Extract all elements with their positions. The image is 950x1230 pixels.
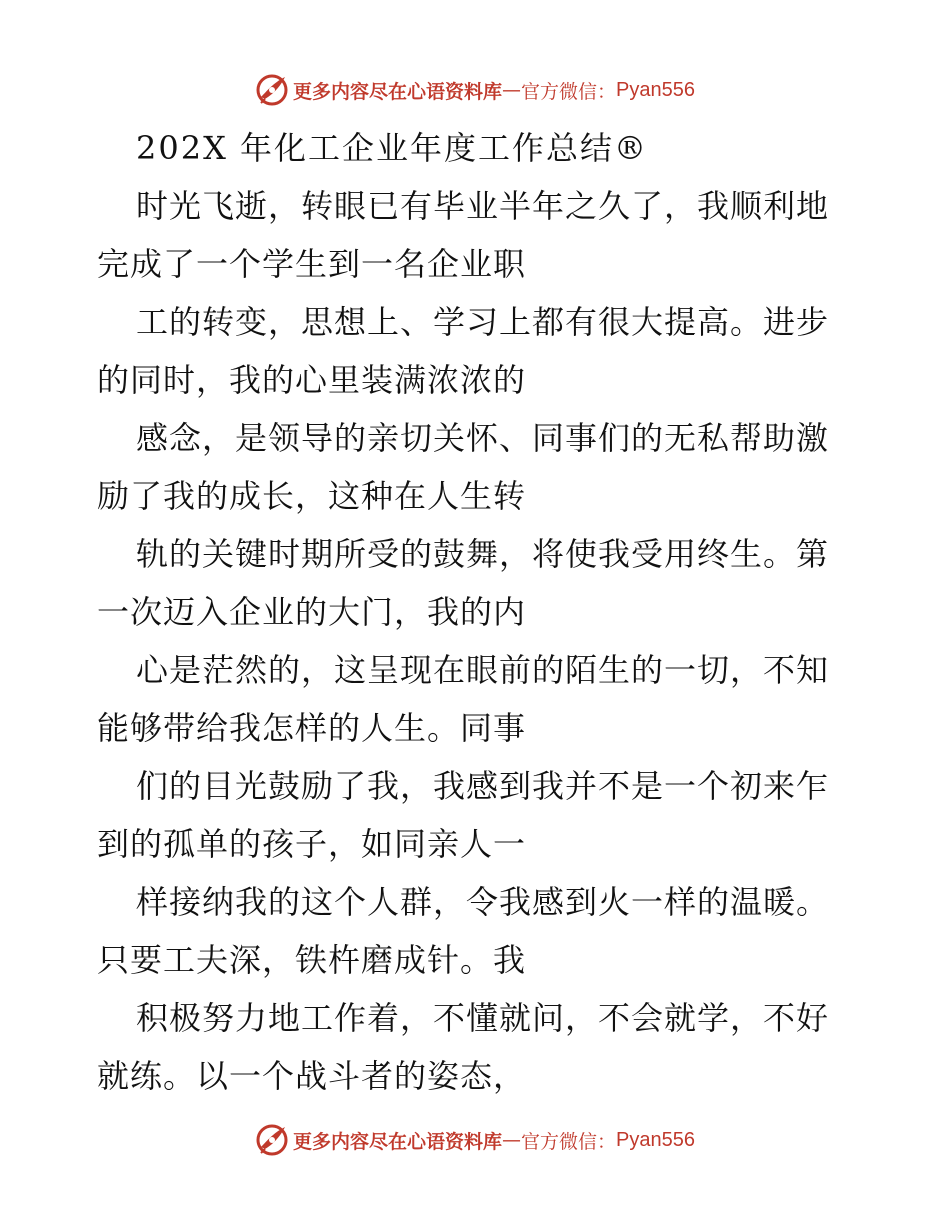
footer-banner: [0, 1120, 950, 1160]
text-line: 心是茫然的，这呈现在眼前的陌生的一切，不知: [136, 651, 830, 689]
text-line: 只要工夫深，铁杵磨成针。我: [97, 941, 527, 979]
quill-pen-logo-icon: [255, 73, 289, 107]
text-line: 轨的关键时期所受的鼓舞，将使我受用终生。第: [136, 535, 830, 573]
text-line: 到的孤单的孩子，如同亲人一: [97, 825, 527, 863]
text-line: 样接纳我的这个人群，令我感到火一样的温暖。: [136, 883, 830, 921]
text-line: 的同时，我的心里装满浓浓的: [97, 361, 527, 399]
banner-main-text: 更多内容尽在心语资料库: [293, 1130, 503, 1153]
text-line: 感念，是领导的亲切关怀、同事们的无私帮助激: [136, 419, 830, 457]
text-line: 能够带给我怎样的人生。同事: [97, 709, 527, 747]
quill-pen-logo-icon: [255, 1123, 289, 1157]
banner-main-text: 更多内容尽在心语资料库: [293, 80, 503, 103]
banner-wechat-label: 官方微信：: [521, 1130, 617, 1153]
banner-wechat-label: 官方微信：: [521, 80, 617, 103]
banner-wechat-id: Pyan556: [616, 78, 695, 101]
document-title: 202X 年化工企业年度工作总结®: [136, 129, 649, 167]
text-line: 时光飞逝，转眼已有毕业半年之久了，我顺利地: [136, 187, 830, 225]
banner-wechat-id: Pyan556: [616, 1128, 695, 1151]
text-line: 一次迈入企业的大门，我的内: [97, 593, 527, 631]
text-line: 完成了一个学生到一名企业职: [97, 245, 527, 283]
text-line: 就练。以一个战斗者的姿态，: [97, 1057, 527, 1095]
banner-dash: —: [502, 1129, 522, 1151]
text-line: 积极努力地工作着，不懂就问，不会就学，不好: [136, 999, 830, 1037]
text-line: 们的目光鼓励了我，我感到我并不是一个初来乍: [136, 767, 830, 805]
text-line: 励了我的成长，这种在人生转: [97, 477, 527, 515]
text-line: 工的转变，思想上、学习上都有很大提高。进步: [136, 303, 830, 341]
banner-dash: —: [502, 79, 522, 101]
header-banner: [0, 70, 950, 110]
